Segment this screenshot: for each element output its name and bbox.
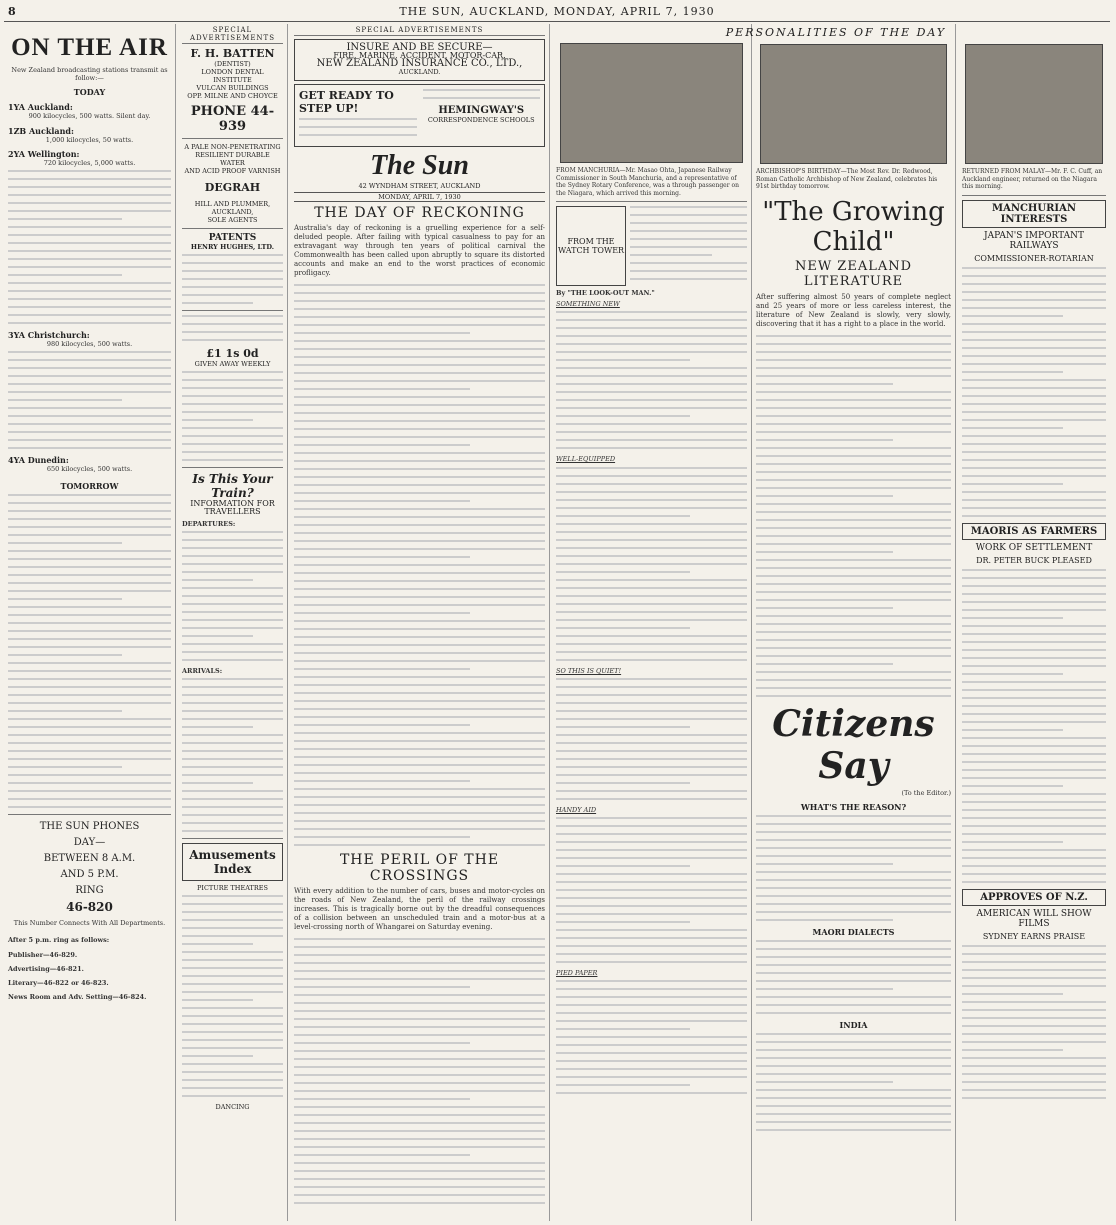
nz-literature-subhead: NEW ZEALAND LITERATURE	[794, 258, 913, 289]
sun-address: 42 WYNDHAM STREET, AUCKLAND	[358, 182, 481, 190]
on-air-intro: New Zealand broadcasting stations transmit as follow:—	[11, 66, 168, 83]
letter-maori-dialects: MAORI DIALECTS	[812, 926, 895, 937]
sub-so-this-is-quiet: SO THIS IS QUIET!	[556, 666, 622, 675]
watch-tower-logo: FROM THE WATCH TOWER	[556, 206, 626, 286]
after-hours: After 5 p.m. ring as follows:	[8, 935, 110, 944]
editorial-body-1: Australia's day of reckoning is a gruelling experience for a self-deluded people. After failing with typical casualness to pay for an extravagant way through ten years of political carnival the Commonwealth has been called upon abruptly to square its distorted accounts and make an end to the worst practices of economic profligacy.	[294, 224, 545, 277]
approves-nz-head: APPROVES OF N.Z.	[962, 889, 1106, 906]
ad-insurance: INSURE AND BE SECURE— FIRE, MARINE, ACCIDENT, MOTOR-CAR. NEW ZEALAND INSURANCE CO., LTD., AUCKLAND.	[294, 39, 545, 81]
letter-whats-the-reason: WHAT'S THE REASON?	[800, 801, 907, 812]
ad-batten: F. H. BATTEN (DENTIST) LONDON DENTAL INSTITUTE VULCAN BUILDINGS OPP. MILNE AND CHOYCE PHONE 44-939	[187, 47, 278, 134]
on-the-air-header: ON THE AIR	[11, 34, 168, 61]
column-advertisements	[178, 24, 288, 1221]
editorial-date: MONDAY, APRIL 7, 1930	[294, 192, 545, 202]
ad-degrah: A PALE NON-PENETRATING RESILIENT DURABLE WATER AND ACID PROOF VARNISH DEGRAH HILL AND PLUMMER, AUCKLAND, SOLE AGENTS	[184, 143, 281, 224]
watch-tower-block	[556, 206, 747, 286]
masthead	[4, 4, 1110, 22]
special-ads-label: SPECIAL ADVERTISEMENTS	[182, 26, 283, 44]
sun-logo: The Sun	[370, 150, 469, 181]
japans-railways-sub: JAPAN'S IMPORTANT RAILWAYS	[984, 230, 1084, 251]
station-4ya: 4YA Dunedin: 650 kilocycles, 500 watts.	[8, 455, 133, 474]
portrait-masao-ohta	[560, 43, 743, 163]
caption-ohta: FROM MANCHURIA—Mr. Masao Ohta, Japanese Railway Commissioner in South Manchuria, and a representative of the Sydney Rotary Conference, was a through passenger on the Niagara, which arrived this morning.	[556, 167, 739, 197]
train-timetable: Is This Your Train? INFORMATION FOR TRAVELLERS DEPARTURES: ARRIVALS:	[182, 472, 283, 832]
special-ads-label-2: SPECIAL ADVERTISEMENTS	[294, 26, 545, 36]
amusements-index: Amusements Index PICTURE THEATRES DANCING	[182, 843, 283, 1111]
buck-sub: DR. PETER BUCK PLEASED	[976, 555, 1092, 565]
personalities-header: PERSONALITIES OF THE DAY	[725, 26, 947, 39]
portrait-archbishop	[760, 44, 947, 164]
column-literature	[752, 24, 956, 1221]
phones-number: 46-820	[66, 900, 113, 915]
to-editor-label: (To the Editor.)	[901, 788, 951, 797]
station-1ya: 1YA Auckland: 900 kilocycles, 500 watts. Silent day.	[8, 102, 151, 121]
phones-between: BETWEEN 8 A.M.	[43, 853, 136, 865]
portrait-cuff	[965, 44, 1103, 164]
ad-pick-me-up: £1 1s 0d GIVEN AWAY WEEKLY	[182, 315, 283, 461]
manchurian-interests-head: MANCHURIAN INTERESTS	[962, 200, 1106, 228]
station-2ya: 2YA Wellington: 720 kilocycles, 5,000 watts.	[8, 149, 171, 324]
sub-something-new: SOMETHING NEW	[556, 300, 620, 309]
phones-day: DAY—	[73, 837, 106, 849]
masthead-title: THE SUN, AUCKLAND, MONDAY, APRIL 7, 1930	[399, 5, 715, 18]
ad-hemingway: GET READY TO STEP UP! HEMINGWAY'S CORRESPONDENCE SCHOOLS	[294, 84, 545, 147]
maoris-farmers-head: MAORIS AS FARMERS	[962, 523, 1106, 540]
phones-head: THE SUN PHONES	[39, 821, 140, 833]
column-news	[958, 24, 1110, 1221]
editorial-heading-1: THE DAY OF RECKONING	[314, 205, 525, 221]
column-on-the-air	[4, 24, 176, 1221]
sub-well-equipped: WELL-EQUIPPED	[556, 455, 616, 464]
editorial-body-2: With every addition to the number of cars, buses and motor-cycles on the roads of New Zealand, the peril of the railway crossings increases. This is tragically borne out by the dreadful consequences of a collision between an unscheduled train and a motor-bus at a level-crossing north of Whangarei on Saturday evening.	[294, 887, 545, 931]
caption-archbishop: ARCHBISHOP'S BIRTHDAY—The Most Rev. Dr. Redwood, Roman Catholic Archbishop of New Zealand, celebrates his 91st birthday tomorrow.	[756, 168, 938, 190]
sub-handy-aid: HANDY AID	[556, 805, 597, 814]
tomorrow-label: TOMORROW	[60, 481, 119, 492]
station-1zb: 1ZB Auckland: 1,000 kilocycles, 50 watts.	[8, 125, 134, 144]
sun-phones-box	[8, 819, 171, 915]
literature-lede: After suffering almost 50 years of complete neglect and 25 years of more or less careless interest, the literature of New Zealand is slowly, very slowly, discovering that it has a right to a place in the world.	[756, 292, 951, 328]
sub-pied-paper: PIED PAPER	[556, 969, 598, 978]
citizens-say-heading: Citizens Say	[772, 702, 935, 787]
phones-ring: RING	[75, 885, 104, 897]
page-number: 8	[8, 5, 16, 18]
growing-child-heading: "The Growing Child"	[762, 196, 945, 257]
editorial-heading-2: THE PERIL OF THE CROSSINGS	[339, 852, 500, 884]
ad-patents: PATENTS HENRY HUGHES, LTD.	[182, 233, 283, 304]
phones-and: AND 5 P.M.	[60, 869, 119, 881]
american-films-sub: AMERICAN WILL SHOW FILMS	[976, 908, 1092, 929]
today-label: TODAY	[73, 87, 106, 98]
phones-note: This Number Connects With All Departments.	[13, 919, 166, 928]
work-settlement-sub: WORK OF SETTLEMENT	[975, 542, 1093, 553]
column-editorial	[290, 24, 550, 1221]
letter-india: INDIA	[839, 1019, 868, 1030]
watch-tower-byline: By "THE LOOK-OUT MAN."	[556, 289, 655, 297]
station-3ya: 3YA Christchurch: 980 kilocycles, 500 watts.	[8, 330, 171, 449]
caption-cuff: RETURNED FROM MALAY—Mr. F. C. Cuff, an Auckland engineer, returned on the Niagara this morning.	[962, 168, 1103, 190]
commissioner-sub: COMMISSIONER-ROTARIAN	[974, 253, 1094, 263]
sydney-praise-sub: SYDNEY EARNS PRAISE	[982, 931, 1086, 941]
phone-lines: Publisher—46-829. Advertising—46-821. Literary—46-822 or 46-823. News Room and Adv. Setting—46-824.	[8, 950, 147, 1001]
